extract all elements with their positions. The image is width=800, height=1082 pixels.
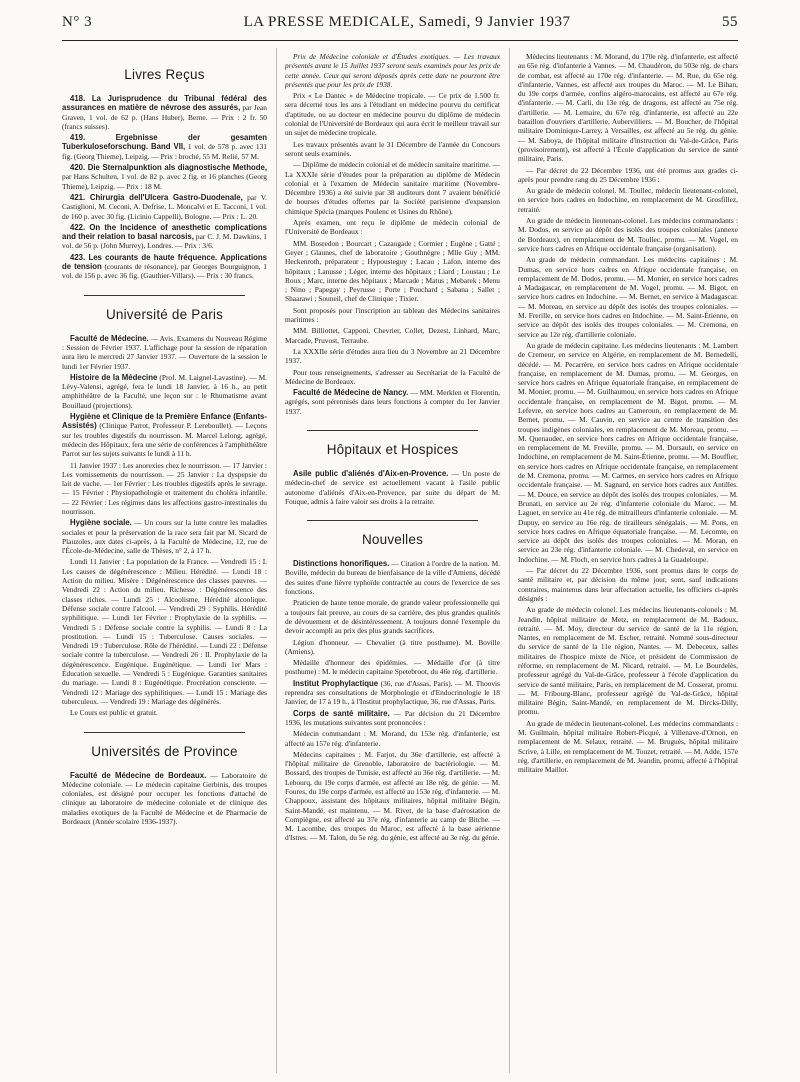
notice <box>518 186 738 214</box>
list-item <box>62 133 267 161</box>
section-divider <box>307 430 478 431</box>
notice-heading: Distinctions honorifiques. <box>293 559 390 569</box>
notice-text: MM. Billiottet, Capponi, Chevrier, Collet, Dezest, Linhard, Marc, Marcade, Pruvost, Terraube. <box>285 326 500 345</box>
notice <box>285 91 500 137</box>
notice <box>62 708 267 717</box>
notice <box>285 326 500 345</box>
notice-text: (Prof. M. Laignel-Lavastine). — M. Lévy-Valensi, agrégé, fera le lundi 18 Janvier, à 16 h., au petit amphithéâtre de la Faculté, une leçon sur : le Rhumatisme avant Bouillaud (projections). <box>62 372 267 410</box>
notice-text: Médaille d'honneur des épidémies. — Médaille d'or (à titre posthume) : M. le médecin capitaine Spetebroot, du 46e rég. d'artillerie. <box>285 658 500 677</box>
notice-heading: Hygiène et Clinique de la Première Enfance (Enfants-Assistés) <box>62 412 267 431</box>
list-item <box>62 193 267 221</box>
notice <box>62 771 267 827</box>
notice-heading: Faculté de Médecine de Nancy. <box>293 388 409 398</box>
item-text: par C. J. M. Dawkins, 1 vol. de 56 p. (John Murrey), Londres. — Prix : 3/6. <box>62 232 267 251</box>
section-divider <box>84 732 245 733</box>
item-bold: 422. On the Incidence of anesthetic complications and their relation to basal narcosis, <box>62 222 267 242</box>
notice-text: — Avis. Examens du Nouveau Régime : Session de Février 1937. L'affichage pour la session de réparation aura lieu le mercredi 27 Janvier 1937. — Ouverture de la session le lundi 1er Février 1937. <box>62 333 267 371</box>
notice <box>62 461 267 517</box>
notice <box>285 368 500 387</box>
notice-text: Médecin commandant : M. Morand, du 153e rég. d'infanterie, est affecté au 157e rég. d'infanterie. <box>285 729 500 748</box>
notice-text: Lundi 11 Janvier : La population de la France. — Vendredi 15 : I. Les causes de dégénérescence : Milieu. Hérédité. — Lundi 18 : Action du milieu. Misère : Dégénérescence des classes pauvres. — Vendredi 22 : Action du milieu. Richesse : Dégénérescence des classes riches. — Lundi 25 : Alcoolisme. Hérédité alcoolique. Défense sociale contre l'alcool. — Vendredi 29 : Syphilis. Hérédité syphilitique. — Lundi 1er Février : Prophylaxie de la syphilis. — Vendredi 5 : Défense sociale contre la syphilis. — Lundi 8 : La prostitution. — Lundi 15 : Tuberculose. Causes sociales. — Vendredi 19 : Tuberculose. Rôle de l'hérédité. — Lundi 22 : Défense sociale contre la tuberculose. — Vendredi 26 : II. Prophylaxie de la dégénérescence. Eugénique. Eugénétique. — Lundi 1er Mars : Éducation sexuelle. — Vendredi 5 : Eugénique. Garanties sanitaires du mariage. — Lundi 8 : Eugénétique. Procréation consciente. — Vendredi 12 : Mariage des syphilitiques. — Lundi 15 : Mariage des tuberculeux. — Vendredi 19 : Mariage des dégénérés. <box>62 557 267 706</box>
notice-text: Légion d'honneur. — Chevalier (à titre posthume). M. Boville (Amiens). <box>285 637 500 656</box>
notice-text: Au grade de médecin colonel. M. Toullec, médecin lieutenant-colonel, en service hors cadres en Indochine, en remplacement de M. Grosfillez, retraité. <box>518 186 738 214</box>
item-text: (courants de résonance), par Georges Bourguignon, 1 vol. de 156 p. avec 36 fig. (Gauthier-Villars). — Prix : 30 francs. <box>62 262 267 281</box>
hopitaux-notices <box>285 469 500 506</box>
notice-text: — Diplôme de médecin colonial et de médecin sanitaire maritime. — La XXXIe série d'études pour la préparation au diplôme de Médecin colonial et à l'examen de Médecin sanitaire maritime (Novembre-Décembre 1936) a été suivie par 38 auditeurs dont 7 avaient bénéficié de bourses d'études offertes par la Société parisienne d'expansion chimique Spécia (marques Poulenc et Usines du Rhône). <box>285 160 500 216</box>
notice <box>285 218 500 237</box>
notice-text: — Par décret du 22 Décembre 1936, sont promus dans le corps de santé militaire et, par décision du même jour, sont, sauf indications contraires, maintenus dans leur affectation actuelle, les officiers ci-après désignés : <box>518 566 738 603</box>
notice <box>518 341 738 564</box>
notice <box>285 388 500 416</box>
notice-text: Sont proposés pour l'inscription au tableau des Médecins sanitaires maritimes : <box>285 305 500 325</box>
notice <box>285 709 500 728</box>
notice-text: — Citation à l'ordre de la nation. M. Boville, médecin du bureau de bienfaisance de la ville d'Amiens, décédé des suites d'une fièvre typhoïde contractée au cours de l'exercice de ses fonctions. <box>285 559 500 597</box>
notice <box>285 679 500 707</box>
nouvelles-notices <box>285 559 500 843</box>
column-rule <box>276 48 277 1073</box>
list-item <box>62 94 267 131</box>
bordeaux-continued <box>285 52 500 416</box>
item-bold: 420. Die Sternalpunktion als diagnostische Methode, <box>70 163 267 173</box>
section-title-livres: Livres Reçus <box>124 67 205 82</box>
notice-text: Prix « Le Dantec » de Médecine tropicale. — Ce prix de 1.500 fr. sera décerné tous les ans à l'étudiant en médecine pourvu du certificat d'aptitude, ou au docteur en médecine pourvu du diplôme de médecin colonial de l'Université de Bordeaux qui aura écrit le meilleur travail sur un sujet de médecine tropicale. <box>285 91 500 138</box>
item-bold: 418. La Jurisprudence du Tribunal fédéral des assurances en matière de névrose des assurés, <box>62 94 267 113</box>
notice <box>62 557 267 706</box>
notice <box>62 412 267 458</box>
item-bold: 419. Ergebnisse der gesamten Tuberkuloseforschung. Band VII, <box>62 133 267 152</box>
notice-text: — Un cours sur la lutte contre les maladies sociales et pour la préservation de la race sera fait par M. Sicard de Plauzoles, aux dates ci-après, à la Faculté de Médecine, 12, rue de l'École-de-Médecine, salle de Thèses, n° 2, à 17 h. <box>62 518 267 556</box>
notice <box>285 306 500 325</box>
notice <box>518 566 738 603</box>
notice <box>518 166 738 185</box>
item-text: par V. Castiglioni, M. Ceconi, A. Defrise, L. Moncalvi et E. Tacconi, 1 vol. de 160 p. avec 30 fig. (Licinio Cappelli), Bologne. — Prix : L. 20. <box>62 192 267 221</box>
notice-text: Pour tous renseignements, s'adresser au Secrétariat de la Faculté de Médecine de Bordeaux. <box>285 367 500 386</box>
notice <box>285 469 500 506</box>
province-notices <box>62 771 267 827</box>
notice-heading: Corps de santé militaire. <box>293 708 390 718</box>
notice-text: MM. Bosredon ; Bourcart ; Cazaugade ; Cormier ; Eugène ; Gatté ; Geyer ; Glaunes, chef de laboratoire ; Gouthnègre ; Mlle Guy ; MM. Heckenroth, préparateur ; Hypousteguy ; Lacau ; Lafon, interne des hôpitaux ; Lanusse ; Léger, interne des hôpitaux ; Liard ; Loustau ; Le Roux ; Marc, interne des hôpitaux ; Marcade ; Matus ; Mebarek ; Menu ; Nino ; Papegay ; Peyrusse ; Porte ; Pouchard ; Sabana ; Sallet ; Shaarawi ; Souneil, chef de Clinique ; Tixier. <box>285 238 500 304</box>
list-item <box>62 163 267 191</box>
notice <box>62 373 267 410</box>
notice-text: Au grade de médecin colonel. Les médecins lieutenants-colonels : M. Jeandin, hôpital militaire de Metz, en remplacement de M. Badoux, retraité. — M. Moy, directeur du service de santé de la 11e région, Nantes, en remplacement de M. Escher, retraité. Nommé sous-directeur du service de santé de la 11e région, Nantes. — M. Debeceux, salles militaires de l'hospice mixte de Nice, et président de Commission de réforme, en remplacement de M. Nicard, retraité. — M. Le Bourdelès, professeur agrégé du Val-de-Grâce, professeur à l'école d'application du service de santé militaire, Paris, en remplacement de M. Cosserat, promu. — M. Fribourg-Blanc, professeur agrégé du Val-de-Grâce, hôpital militaire Bégin, Saint-Mandé, en remplacement de M. Dircks-Dilly, promu. <box>518 605 738 717</box>
notice-text: (Clinique Parrot, Professeur P. Lereboullet). — Leçons sur les troubles digestifs du nourrisson. M. Marcel Lelong, agrégé, médecin des Hôpitaux, fera une série de conférences à l'amphithéâtre Parrot sur les sujets suivants le lundi à 11 h. <box>62 421 267 459</box>
item-text: par Hans Schulten, 1 vol. de 82 p. avec 2 fig. et 16 planches (Georg Thieme), Leipzig. — Prix : 18 M. <box>62 172 267 191</box>
notice-heading: Faculté de Médecine de Bordeaux. <box>70 770 207 780</box>
notice-heading: Asile public d'aliénés d'Aix-en-Provence. <box>293 468 449 478</box>
notice-text: La XXXIIe série d'études aura lieu du 3 Novembre au 21 Décembre 1937. <box>285 346 500 366</box>
notice-text: Au grade de médecin lieutenant-colonel. Les médecins commandants : M. Dodos, en service au dépôt des isolés des troupes coloniales (annexe de Bordeaux), en remplacement de M. Toullec, promu. — M. Vogel, en service hors cadres en Afrique occidentale française (organisation). <box>518 216 738 253</box>
section-title-hopitaux: Hôpitaux et Hospices <box>326 441 459 457</box>
item-text: par Jean Graven, 1 vol. de 62 p. (Hans Huber), Berne. — Prix : 2 fr. 50 (francs suisses). <box>62 103 267 131</box>
notice-text: — Laboratoire de Médecine coloniale. — Le médecin capitaine Gerbinis, des troupes coloniales, est désigné pour occuper les fonctions d'attaché de clinique au laboratoire de médecine coloniale et de clinique des maladies exotiques de la Faculté de Médecine et de Pharmacie de Bordeaux (Année scolaire 1936-1937). <box>62 770 267 826</box>
item-bold: 423. Les courants de haute fréquence. Applications de tension <box>62 252 267 272</box>
column-left <box>62 52 267 1072</box>
notice-text: — Par décret du 22 Décembre 1936, ont été promus aux grades ci-après pour prendre rang du 25 Décembre 1936 : <box>518 165 738 184</box>
notice <box>518 255 738 339</box>
section-divider <box>307 520 478 521</box>
section-title-province: Universités de Province <box>91 743 238 759</box>
notice-text: 11 Janvier 1937 : Les anorexies chez le nourrisson. — 17 Janvier : Les vomissements du nourrisson. — 25 Janvier : La dyspepsie du lait de vache. — 1er Février : Les troubles digestifs après le sevrage. — 15 Février : Physiopathologie et traitement du choléra infantile. — 22 Février : Les régimes dans les affections gastro-intestinales du nourrisson. <box>62 460 267 516</box>
notice-text: (36, rue d'Assas, Paris). — M. Thoovis reprendra ses consultations de Morphologie et d'Endocrinologie le 18 Janvier, de 17 à 19 h., à l'Institut prophylactique, 36, rue d'Assas, Paris. <box>285 678 500 707</box>
page-header <box>62 14 738 41</box>
notice <box>285 559 500 596</box>
column-right <box>518 52 738 1072</box>
notice <box>285 239 500 304</box>
notice <box>285 638 500 657</box>
notice <box>518 52 738 164</box>
notice-text: Au grade de médecin capitaine. Les médecins lieutenants : M. Lambert de Cremeur, en service en Algérie, en remplacement de M. Bernedelli, décédé. — M. Pecarrère, en service hors cadres en Afrique occidentale française, en remplacement de M. Dumas, promu. — M. Georges, en service hors cadres en Afrique équatoriale française, en remplacement de M. Monier, promu. — M. Guilhaumou, en service hors cadres en Afrique occidentale française, en remplacement de M. Bigot, promu. — M. Lefevre, en service hors cadres au Cameroun, en remplacement de M. Bernet, promu. — M. Cauvin, en service au centre de transition des troupes indigènes coloniales, en remplacement de M. Moreau, promu. — M. Quenaudec, en service hors cadres en Afrique occidentale française, en remplacement de M. Freville, promu. — M. Dorsault, en service en Indochine, en remplacement de M. Saint-Étienne, promu. — M. Bouffier, en service hors cadres en Afrique occidentale française, en remplacement de M. Cremona, promu. — M. Carmes, en service hors cadres en Afrique occidentale française. — M. Sagnard, en service hors cadres aux Antilles. — M. Douce, en service au dépôt des isolés des troupes coloniales. — M. Brunati, en service au 2e rég. d'infanterie coloniale du Maroc. — M. Laguet, en service au 41e rég. de mitrailleurs d'infanterie coloniale. — M. Dupuy, en service au 16e rég. de tirailleurs sénégalais. — M. Pons, en service hors cadres en Afrique équatoriale française. — M. Lecomte, en service au dépôt des isolés des troupes coloniales. — M. Moran, en service au 23e rég. d'infanterie coloniale. — M. Chedeval, en service en Indochine. — M. Floch, en service hors cadres à la Guadeloupe. <box>518 340 738 564</box>
issue-number: N° 3 <box>62 14 93 30</box>
notice-text: Médecins capitaines : M. Farjot, du 36e d'artillerie, est affecté à l'hôpital militaire de Grenoble, laboratoire de bactériologie. — M. Bossard, des troupes de Tunisie, est affecté au 36e rég. d'artillerie. — M. Lebourq, du 19e corps d'armée, est affecté au 18e rég. de génie. — M. Foures, du 19e corps d'armée, est affecté au 153e rég. d'infanterie. — M. Chappoux, assistant des hôpitaux militaires, hôpital militaire Bégin, Saint-Mandé, est maintenu. — M. Rivet, de la base d'aérostation de Compiègne, est affecté au 37e rég. d'infanterie au camp de Bitche. — M. Lacombe, des troupes du Maroc, est affecté à la base aérienne d'Istres. — M. Talon, du 5e rég. du génie, est affecté au 3e rég. du génie. <box>285 749 500 843</box>
notice <box>285 598 500 635</box>
notice <box>285 52 500 89</box>
section-title-nouvelles: Nouvelles <box>361 532 424 548</box>
notice-heading: Hygiène sociale. <box>70 518 132 528</box>
item-text: 1 vol. de 578 p. avec 131 fig. (Georg Thieme), Leipzig. — Prix : broché, 55 M. Relié, 57 M. <box>62 142 267 161</box>
notice-heading: Faculté de Médecine. <box>70 333 149 343</box>
notice <box>62 334 267 371</box>
notice-heading: Histoire de la Médecine <box>70 372 158 382</box>
notice <box>285 140 500 159</box>
notice <box>285 729 500 748</box>
folio-number: 55 <box>721 14 738 30</box>
paris-notices <box>62 334 267 718</box>
notice <box>285 160 500 216</box>
notice-text: Praticien de haute tenue morale, de grande valeur professionnelle qui a toujours fait preuve, au cours de sa carrière, des plus grandes qualités de dévouement et de désintéressement. A toujours donné l'exemple du devoir accompli au prix des plus grands sacrifices. <box>285 598 500 636</box>
notice-text: Au grade de médecin commandant. Les médecins capitaines : M. Dumas, en service hors cadres en Afrique occidentale française, en remplacement de M. Dodos, promu. — M. Monier, en service hors cadres à Madagascar, en remplacement de M. Vogel, promu. — M. Bigot, en service hors cadres en Indochine. — M. Bernet, en service à Madagascar. — M. Moreau, en service au dépôt des isolés des troupes coloniales. — M. Frerille, en service hors cadres en Indochine. — M. Saint-Étienne, en service au dépôt des isolés des troupes coloniales. — M. Cremona, en service au 12e rég. d'artillerie coloniale. <box>518 255 738 339</box>
section-title-paris: Université de Paris <box>105 306 224 322</box>
notice-text: — Par décision du 21 Décembre 1936, les mutations suivantes sont prononcées : <box>285 708 500 727</box>
notice-text: Le Cours est public et gratuit. <box>70 708 158 718</box>
notice-text: Prix de Médecine coloniale et d'Études exotiques. — Les travaux présentés avant le 15 Juillet 1937 seront seuls examinés pour les prix de cette année. Ceux qui seront déposés après cette date ne pourront être présentés que pour les prix de 1938. <box>285 52 500 89</box>
notice-text: — MM. Merklen et Florentin, agrégés, sont pérennisés dans leurs fonctions à compter du 1er Janvier 1937. <box>285 388 500 416</box>
notice-text: Médecins lieutenants : M. Morand, du 170e rég. d'infanterie, est affecté au 65e rég. d'infanterie à Vannes. — M. Chaudéron, du 503e rég. de chars de combat, est affecté au 170e rég. d'infanterie. — M. Rue, du 65e rég. d'infanterie, Vannes, est affecté aux troupes du Maroc. — M. Le Bihan, du 19e corps d'armée, confins algéro-marocains, est affecté au 67e rég. d'infanterie. — M. Carli, du 13e rég. de dragons, est affecté au 75e rég. d'artillerie. — M. Lemaire, du 67e rég. d'infanterie, est affecté au 22e bataillon d'ouvriers d'artillerie, Aubervilliers. — M. Boucher, de l'hôpital militaire Dominique-Larrey, à Versailles, est affecté au 5e rég. du génie. — M. Saboya, de l'hôpital militaire d'instruction du Val-de-Grâce, Paris (provisoirement), est affecté à l'École d'application du service de santé militaire, Paris. <box>518 52 738 164</box>
journal-title: LA PRESSE MEDICALE, Samedi, 9 Janvier 1937 <box>243 14 571 30</box>
notice-text: — Un poste de médecin-chef de service est actuellement vacant à l'asile public autonome d'aliénés d'Aix-en-Provence, par suite du départ de M. Fouque, admis à faire valoir ses droits à la retraite. <box>285 468 500 506</box>
column-middle <box>285 52 500 1072</box>
notice <box>518 719 738 775</box>
notice <box>285 658 500 677</box>
notice-text: Au grade de médecin lieutenant-colonel. Les médecins commandants : M. Guilmain, hôpital militaire Robert-Picqué, à Villenave-d'Ornon, en remplacement de M. Selaux, retraité. — M. Bruguès, hôpital militaire Scrive, à Lille, en remplacement de M. Touzet, retraité. — M. Adde, 157e rég. d'artillerie, en remplacement de M. Jeandin, promu, affecté à l'hôpital militaire Maillot. <box>518 718 738 775</box>
books-list <box>62 94 267 281</box>
notice <box>518 605 738 717</box>
notice <box>285 347 500 366</box>
list-item <box>62 253 267 281</box>
section-divider <box>84 295 245 296</box>
notice <box>62 518 267 555</box>
list-item <box>62 223 267 251</box>
notice <box>518 216 738 253</box>
item-bold: 421. Chirurgia dell'Ulcera Gastro-Duodenale, <box>70 192 243 202</box>
military-notices <box>518 52 738 775</box>
notice <box>285 750 500 843</box>
column-rule <box>509 48 510 1073</box>
notice-text: Après examen, ont reçu le diplôme de médecin colonial de l'Université de Bordeaux : <box>285 218 500 237</box>
notice-text: Les travaux présentés avant le 31 Décembre de l'année du Concours seront seuls examinés. <box>285 139 500 158</box>
notice-heading: Institut Prophylactique <box>293 678 379 688</box>
